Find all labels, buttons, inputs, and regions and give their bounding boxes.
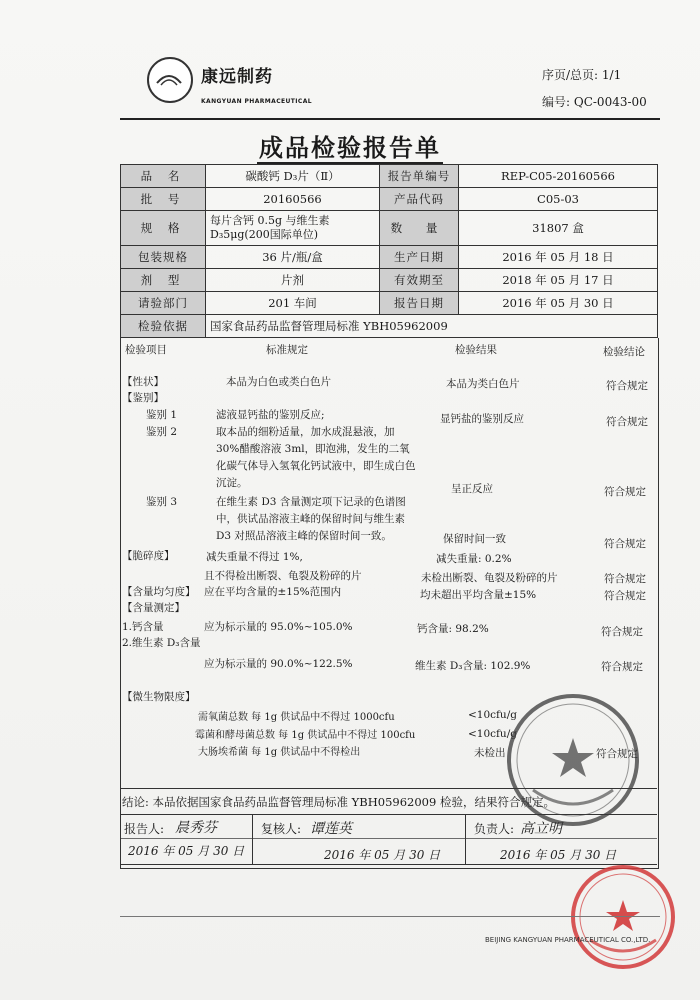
col-header-standard: 标准规定 [266,344,308,356]
uniformity-standard: 应在平均含量的±15%范围内 [204,586,342,598]
micro-3-result: 未检出 [474,747,506,759]
micro-2-result: <10cfu/g [468,728,517,740]
calcium-label: 1.钙含量 [122,621,164,633]
col-header-conclusion: 检验结论 [603,346,645,358]
appearance-conclusion: 符合规定 [606,380,648,392]
table-row [121,269,658,292]
dept-value: 201 车间 [206,292,380,315]
company-name-en: KANGYUAN PHARMACEUTICAL [201,98,312,105]
reviewer-date: 2016 年 05 月 30 日 [324,848,441,862]
section-microbial: 【微生物限度】 [122,691,196,703]
col-header-result: 检验结果 [455,344,497,356]
spec-label: 规 格 [121,211,206,246]
table-row [121,165,658,188]
signature-divider [252,814,253,864]
id3-label: 鉴别 3 [146,496,178,508]
friability-standard-1: 减失重量不得过 1%, [206,551,303,563]
form-value: 片剂 [206,269,380,292]
friability-standard-2: 且不得检出断裂、龟裂及粉碎的片 [204,570,362,582]
spec-value: 每片含钙 0.5g 与维生素 D₃5μg(200国际单位) [206,211,380,246]
section-uniformity: 【含量均匀度】 [122,586,196,598]
conclusion-text: 结论: 本品依据国家食品药品监督管理局标准 YBH05962009 检验，结果符合规定。 [122,795,555,809]
uniformity-result: 均未超出平均含量±15% [420,589,537,601]
friability-conclusion: 符合规定 [604,573,646,585]
id1-standard: 滤液显钙盐的鉴别反应; [216,409,325,421]
document-number: 编号: QC-0043-00 [542,95,647,109]
production-date-label: 生产日期 [380,246,459,269]
distributor-stamp-seal [568,862,678,972]
id2-conclusion: 符合规定 [604,486,646,498]
footer-rule [120,916,660,917]
id1-result: 显钙盐的鉴别反应 [440,413,524,425]
reporter-date: 2016 年 05 月 30 日 [128,844,245,858]
vitamin-d-conclusion: 符合规定 [601,661,643,673]
report-no-label: 报告单编号 [380,165,459,188]
id1-conclusion: 符合规定 [606,416,648,428]
company-logo [147,57,193,103]
micro-2-standard: 霉菌和酵母菌总数 每 1g 供试品中不得过 100cfu [195,730,416,741]
page-info: 序页/总页: 1/1 [542,68,622,82]
expiry-label: 有效期至 [380,269,459,292]
basis-label: 检验依据 [121,315,206,338]
info-table [120,164,658,338]
id2-standard: 取本品的细粉适量，加水成混悬液，加30%醋酸溶液 3ml，即泡沸，发生的二氧化碳气体导入氢氧化钙试液中，即生成白色沉淀。 [216,426,416,489]
table-row [121,315,658,338]
pack-value: 36 片/瓶/盒 [206,246,380,269]
calcium-conclusion: 符合规定 [601,626,643,638]
quality-stamp-seal [503,690,643,830]
calcium-result: 钙含量: 98.2% [417,623,489,635]
logo-emblem-icon [155,69,183,87]
vitamin-d-result: 维生素 D₃含量: 102.9% [415,660,531,672]
reporter-label: 报告人: [124,822,165,836]
reviewer-label: 复核人: [261,822,302,836]
report-no-value: REP-C05-20160566 [459,165,658,188]
reviewer-signature: 谭莲英 [310,821,352,837]
friability-result-2: 未检出断裂、龟裂及粉碎的片 [421,572,558,584]
table-row [121,188,658,211]
micro-1-standard: 需氧菌总数 每 1g 供试品中不得过 1000cfu [198,712,395,723]
signature-mid-rule [120,838,657,839]
col-header-item: 检验项目 [125,344,167,356]
vitamin-d-label: 2.维生素 D₃含量 [122,637,201,649]
reporter-signature: 晨秀芬 [175,820,217,836]
form-label: 剂 型 [121,269,206,292]
product-name-label: 品 名 [121,165,206,188]
product-name-value: 碳酸钙 D₃片（Ⅱ） [206,165,380,188]
table-row [121,292,658,315]
pack-label: 包装规格 [121,246,206,269]
friability-result-1: 减失重量: 0.2% [436,553,512,565]
basis-value: 国家食品药品监督管理局标准 YBH05962009 [206,315,658,338]
qty-label: 数 量 [380,211,459,246]
manager-label: 负责人: [474,822,515,836]
section-friability: 【脆碎度】 [122,550,175,562]
appearance-standard: 本品为白色或类白色片 [226,376,331,388]
section-appearance: 【性状】 [122,376,164,388]
footer-company-en: BEIJING KANGYUAN PHARMACEUTICAL CO.,LTD. [485,936,651,944]
section-assay: 【含量测定】 [122,602,185,614]
table-row [121,246,658,269]
company-name: 康远制药 [201,67,273,87]
micro-conclusion: 符合规定 [596,748,638,760]
id1-label: 鉴别 1 [146,409,178,421]
product-code-label: 产品代码 [380,188,459,211]
manager-date: 2016 年 05 月 30 日 [500,848,617,862]
product-code-value: C05-03 [459,188,658,211]
header-rule [120,118,660,120]
uniformity-conclusion: 符合规定 [604,590,646,602]
id3-conclusion: 符合规定 [604,538,646,550]
manager-signature: 高立明 [520,821,562,837]
id2-label: 鉴别 2 [146,426,178,438]
batch-label: 批 号 [121,188,206,211]
id3-standard: 在维生素 D3 含量测定项下记录的色谱图中，供试品溶液主峰的保留时间与维生素 D3 对照品溶液主峰的保留时间一致。 [216,496,406,542]
calcium-standard: 应为标示量的 95.0%~105.0% [204,621,353,633]
vitamin-d-standard: 应为标示量的 90.0%~122.5% [204,658,353,670]
table-row [121,211,658,246]
micro-3-standard: 大肠埃希菌 每 1g 供试品中不得检出 [198,747,361,758]
micro-1-result: <10cfu/g [468,709,517,721]
appearance-result: 本品为类白色片 [446,378,520,390]
report-date-value: 2016 年 05 月 30 日 [459,292,658,315]
dept-label: 请验部门 [121,292,206,315]
signature-divider [465,814,466,864]
production-date-value: 2016 年 05 月 18 日 [459,246,658,269]
id3-result: 保留时间一致 [443,533,506,545]
page-title-text: 成品检验报告单 [259,134,441,162]
qty-value: 31807 盒 [459,211,658,246]
section-identification: 【鉴别】 [122,392,164,404]
page-title [0,128,700,163]
id2-result: 呈正反应 [451,483,493,495]
batch-value: 20160566 [206,188,380,211]
expiry-value: 2018 年 05 月 17 日 [459,269,658,292]
report-date-label: 报告日期 [380,292,459,315]
